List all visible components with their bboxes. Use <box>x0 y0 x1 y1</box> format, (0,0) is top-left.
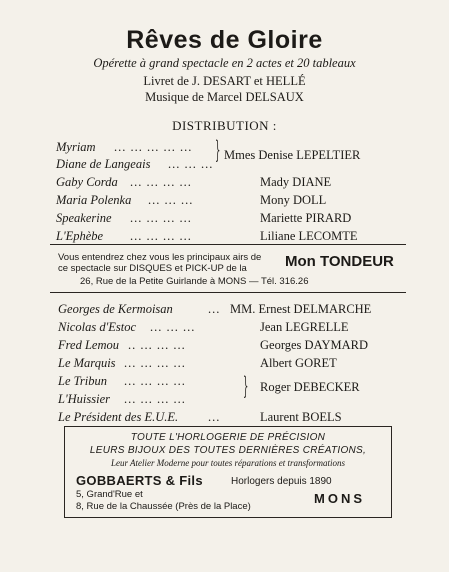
actor-name: Albert GORET <box>260 356 337 370</box>
company-address: 5, Grand'Rue et <box>76 489 143 500</box>
ad-text: ce spectacle sur DISQUES et PICK-UP de la <box>58 263 247 274</box>
page-title: Rêves de Gloire <box>126 26 323 54</box>
leader-dots: ... ... ... ... <box>124 356 186 370</box>
actor-name: Laurent BOELS <box>260 410 342 424</box>
role-name: Maria Polenka <box>56 193 132 207</box>
actor-name: Jean LEGRELLE <box>260 320 349 334</box>
leader-dots: ... ... ... ... <box>130 229 192 243</box>
role-name: Le Président des E.U.E. <box>58 410 179 424</box>
leader-dots: ... ... ... ... <box>130 175 192 189</box>
company-address: 8, Rue de la Chaussée (Près de la Place) <box>76 501 251 512</box>
leader-dots: ... ... ... ... <box>124 374 186 388</box>
livret-credit: Livret de J. DESART et HELLÉ <box>143 74 306 88</box>
leader-dots: ... ... ... <box>148 193 194 207</box>
role-name: L'Ephèbe <box>56 229 104 243</box>
brace-icon: } <box>214 136 221 164</box>
company-city: MONS <box>314 491 365 506</box>
leader-dots: ... ... ... ... <box>124 392 186 406</box>
ad-address: 26, Rue de la Petite Guirlande à MONS — Tél. 316.26 <box>80 276 309 287</box>
leader-dots: ... ... ... <box>168 157 214 171</box>
ad-text: Vous entendrez chez vous les principaux airs de <box>58 252 262 263</box>
leader-dots: ... ... ... <box>150 320 196 334</box>
leader-dots: .. ... ... ... <box>128 338 186 352</box>
divider <box>50 244 406 245</box>
role-name: Speakerine <box>56 211 112 225</box>
role-name: Nicolas d'Estoc <box>58 320 137 334</box>
role-name: Gaby Corda <box>56 175 118 189</box>
role-name: L'Huissier <box>58 392 110 406</box>
actor-name: Mady DIANE <box>260 175 332 189</box>
actor-name: Mmes Denise LEPELTIER <box>224 148 361 162</box>
role-name: Myriam <box>56 140 96 154</box>
ad-text: LEURS BIJOUX DES TOUTES DERNIÈRES CRÉATIONS, <box>89 445 367 456</box>
ad-text: TOUTE L'HORLOGERIE DE PRÉCISION <box>130 432 326 443</box>
company-name: GOBBAERTS & Fils <box>76 473 203 488</box>
divider <box>50 292 406 293</box>
actor-name: MM. Ernest DELMARCHE <box>230 302 372 316</box>
actor-name: Mariette PIRARD <box>260 211 352 225</box>
leader-dots: ... ... ... ... ... <box>114 140 193 154</box>
company-since: Horlogers depuis 1890 <box>231 476 332 487</box>
leader-dots: ... ... ... ... <box>130 211 192 225</box>
music-credit: Musique de Marcel DELSAUX <box>145 90 304 104</box>
role-name: Georges de Kermoisan <box>58 302 173 316</box>
role-name: Diane de Langeais <box>56 157 151 171</box>
actor-name: Mony DOLL <box>260 193 327 207</box>
actor-name: Liliane LECOMTE <box>260 229 358 243</box>
actor-name: Georges DAYMARD <box>260 338 368 352</box>
gobbaerts-advert <box>64 426 392 518</box>
actor-name: Roger DEBECKER <box>260 380 360 394</box>
role-name: Le Marquis <box>58 356 116 370</box>
leader-dots: ... <box>208 410 221 424</box>
role-name: Le Tribun <box>58 374 107 388</box>
subtitle: Opérette à grand spectacle en 2 actes et 20 tableaux <box>93 56 356 70</box>
role-name: Fred Lemou <box>58 338 119 352</box>
distribution-heading: DISTRIBUTION : <box>172 118 277 133</box>
brace-icon: } <box>242 372 249 400</box>
ad-text: Leur Atelier Moderne pour toutes réparations et transformations <box>110 458 346 468</box>
leader-dots: ... <box>208 302 221 316</box>
tondeur-brand: Mon TONDEUR <box>285 253 394 270</box>
